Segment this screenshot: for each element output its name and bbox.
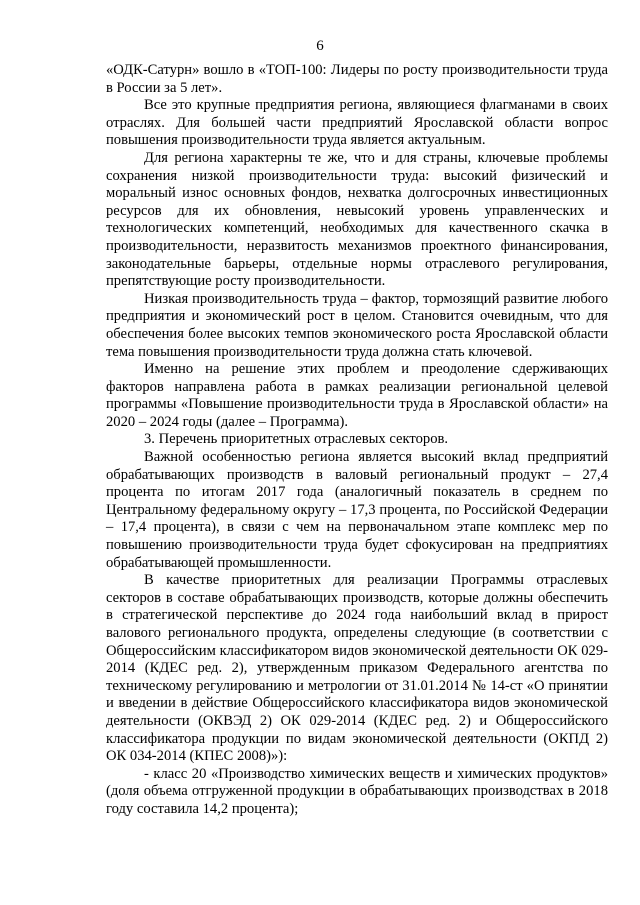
paragraph-low-productivity: Низкая производительность труда – фактор, тормозящий развитие любого предприятия и экономический рост в целом. Становится очевидным, что для обеспечения более высоких темпов экономического роста Ярославской области тема повышения производительности труда должна стать ключевой. xyxy=(106,290,608,360)
paragraph-flagship-enterprises: Все это крупные предприятия региона, являющиеся флагманами в своих отраслях. Для большей части предприятий Ярославской области вопрос повышения производительности труда является актуальным. xyxy=(106,97,608,149)
paragraph-priority-sectors: В качестве приоритетных для реализации Программы отраслевых секторов в составе обрабатывающих производств, которые должны обеспечить в стратегической перспективе до 2024 года наибольший вклад в прирост валового регионального продукта, определены следующие (в соответствии с Общероссийским классификатором видов экономической деятельности ОК 029-2014 (КДЕС ред. 2), утвержденным приказом Федерального агентства по техническому регулированию и метрологии от 31.01.2014 № 14-ст «О принятии и введении в действие Общероссийского классификатора видов экономической деятельности (ОКВЭД 2) ОК 029-2014 (КДЕС ред. 2) и Общероссийского классификатора продукции по видам экономической деятельности (ОКПД 2) ОК 034-2014 (КПЕС 2008)»): xyxy=(106,572,608,765)
paragraph-key-problems: Для региона характерны те же, что и для страны, ключевые проблемы сохранения низкой производительности труда: высокий физический и моральный износ основных фондов, нехватка долгосрочных инвестиционных ресурсов для их обновления, невысокий уровень управленческих и технологических компетенций, необходимых для качественного скачка в производительности, неразвитость механизмов проектного финансирования, законодательные барьеры, отдельные нормы отраслевого регулирования, препятствующие росту производительности. xyxy=(106,149,608,290)
page-number: 6 xyxy=(316,38,324,54)
document-body xyxy=(106,62,608,819)
paragraph-regional-feature: Важной особенностью региона является высокий вклад предприятий обрабатывающих производств в валовый региональный продукт – 27,4 процента по итогам 2017 года (аналогичный показатель в среднем по Центральному федеральному округу – 17,3 процента, по Российской Федерации – 17,4 процента), в связи с чем на первоначальном этапе комплекс мер по повышению производительности труда будет сфокусирован на предприятиях обрабатывающей промышленности. xyxy=(106,449,608,571)
paragraph-continuation: «ОДК-Сатурн» вошло в «ТОП-100: Лидеры по росту производительности труда в России за 5 лет». xyxy=(106,62,608,96)
paragraph-program: Именно на решение этих проблем и преодоление сдерживающих факторов направлена работа в рамках реализации региональной целевой программы «Повышение производительности труда в Ярославской области» на 2020 – 2024 годы (далее – Программа). xyxy=(106,361,608,430)
section-heading-priority-sectors: 3. Перечень приоритетных отраслевых секторов. xyxy=(144,431,449,448)
list-item-class-20: - класс 20 «Производство химических веществ и химических продуктов» (доля объема отгруженной продукции в обрабатывающих производствах в 2018 году составила 14,2 процента); xyxy=(106,765,608,817)
